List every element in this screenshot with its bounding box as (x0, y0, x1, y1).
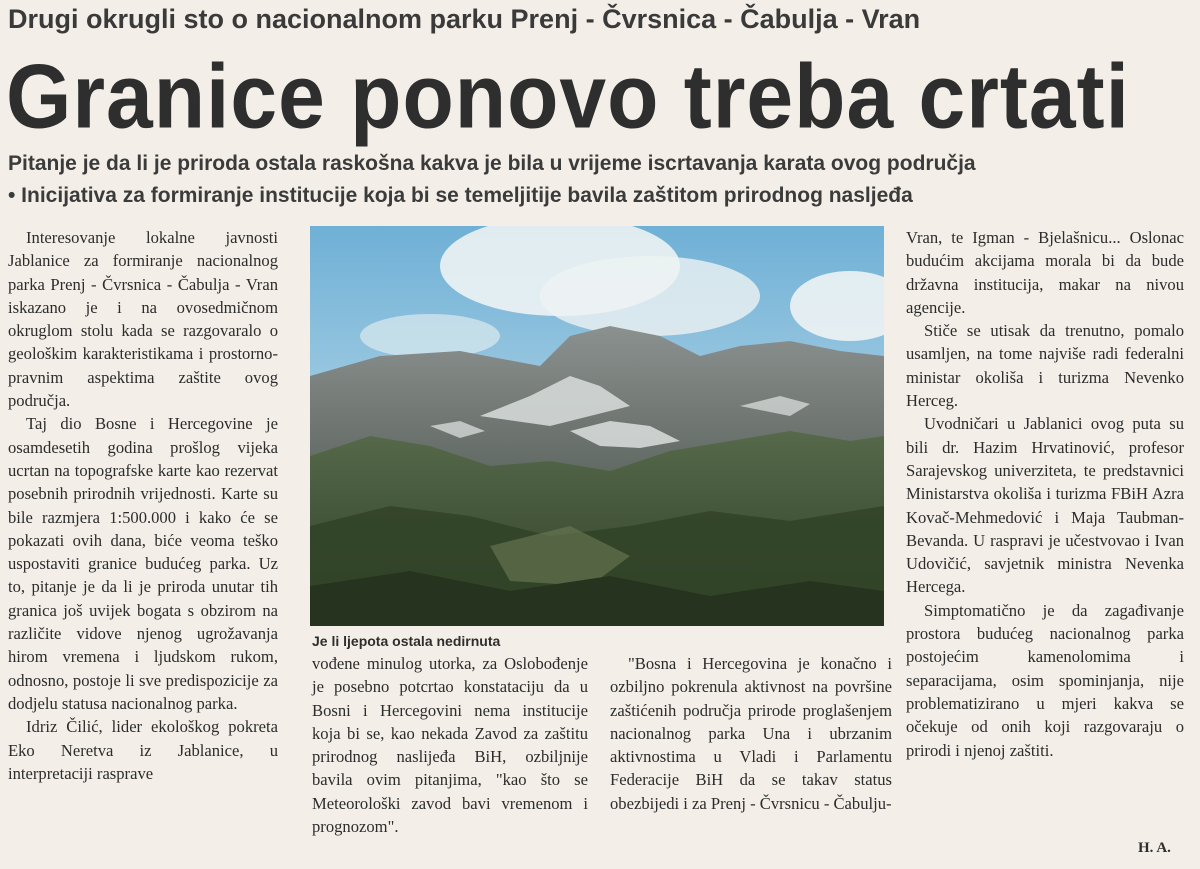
article-kicker: Drugi okrugli sto o nacionalnom parku Prenj - Čvrsnica - Čabulja - Vran (8, 4, 921, 34)
mountain-photo (310, 226, 884, 626)
article-subhead-1: Pitanje je da li je priroda ostala raskošna kakva je bila u vrijeme iscrtavanja karata ovog područja (8, 152, 976, 175)
paragraph: Vran, te Igman - Bjelašnicu... Oslonac budućim akcijama morala bi da bude državna institucija, makar na nivou agencije. (906, 228, 1184, 317)
text-column-3 (610, 652, 892, 815)
text-column-4 (906, 226, 1184, 762)
paragraph: Idriz Čilić, lider ekološkog pokreta Eko Neretva iz Jablanice, u interpretaciji rasprave (8, 717, 278, 783)
text-column-1 (8, 226, 278, 785)
photo-caption: Je li ljepota ostala nedirnuta (312, 633, 501, 649)
article-headline: Granice ponovo treba crtati (6, 45, 1130, 147)
paragraph: vođene minulog utorka, za Oslobođenje je posebno potcrtao konstataciju da u Bosni i Hercegovini nema institucije koja bi se, kao nekada Zavod za zaštitu prirodnog naslijeđa BiH, ozbiljnije bavila ovim pitanjima, "kao što se Meteorološki zavod bavi vremenom i prognozom". (312, 654, 588, 837)
paragraph: Simptomatično je da zagađivanje prostora budućeg nacionalnog parka postojećim kamenolomima i separacijama, osim spominjanja, nije problematizirano u mjeri kakva se očekuje od onih koji razgovaraju o prirodi i njenoj zaštiti. (906, 600, 1184, 760)
text-column-2 (312, 652, 588, 838)
paragraph: "Bosna i Hercegovina je konačno i ozbiljno pokrenula aktivnost na površine zaštićenih područja prirode proglašenjem nacionalnog parka Una i ubrzanim aktivnostima u Vladi i Parlamentu Federacije BiH da se takav status obezbijedi i za Prenj - Čvrsnicu - Čabulju- (610, 654, 892, 813)
paragraph: Uvodničari u Jablanici ovog puta su bili dr. Hazim Hrvatinović, profesor Sarajevskog univerziteta, te predstavnici Ministarstva okoliša i turizma FBiH Azra Kovač-Mehmedović i Maja Taubman-Bevanda. U raspravi je učestvovao i Ivan Udovičić, savjetnik ministra Nevenka Hercega. (906, 414, 1184, 597)
paragraph: Stiče se utisak da trenutno, pomalo usamljen, na tome najviše radi federalni ministar okoliša i turizma Nevenko Herceg. (906, 321, 1184, 411)
paragraph: Interesovanje lokalne javnosti Jablanice za formiranje nacionalnog parka Prenj - Čvrsnica - Čabulja - Vran iskazano je i na ovosedmičnom okruglom stolu kada se razgovaralo o geološkim karakteristikama i prostorno-pravnim aspektima zaštite ovog područja. (8, 228, 278, 411)
author-byline: H. A. (1138, 840, 1171, 856)
article-subhead-2: • Inicijativa za formiranje institucije koja bi se temeljitije bavila zaštitom prirodnog nasljeđa (8, 184, 913, 207)
paragraph: Taj dio Bosne i Hercegovine je osamdesetih godina prošlog vijeka ucrtan na topografske karte kao rezervat posebnih prirodnih vrijednosti. Karte su bile razmjera 1:500.000 i kako će se pokazati ovih dana, biće veoma teško uspostaviti granice budućeg parka. Uz to, pitanje je da li je priroda unutar tih granica još uvijek bogata s obzirom na različite vidove njenog ugrožavanja hirom vremena i ljudskom rukom, odnosno, postoje li sve predispozicije za dodjelu statusa nacionalnog parka. (8, 414, 278, 713)
mountain-landscape-image (310, 226, 884, 626)
